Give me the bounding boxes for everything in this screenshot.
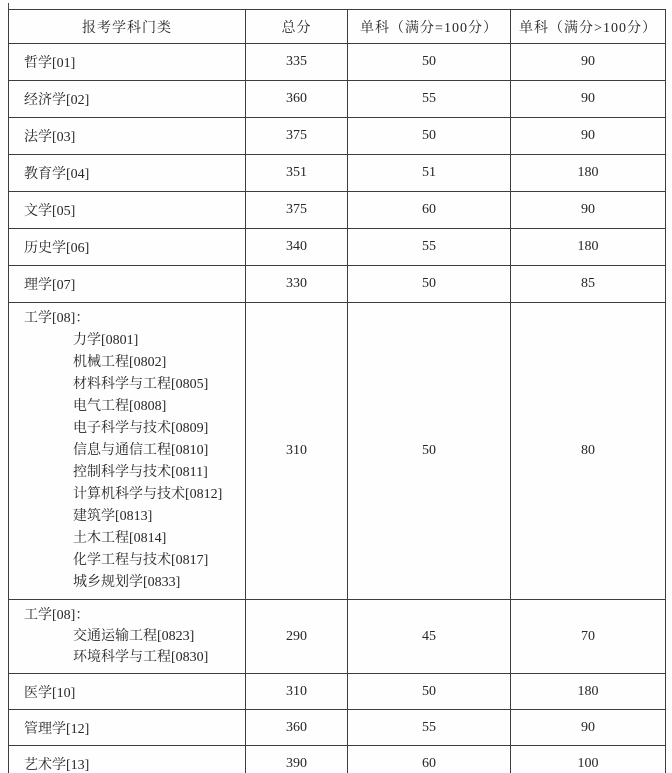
table-row bbox=[9, 746, 666, 773]
single-over100-cell: 90 bbox=[511, 192, 666, 229]
table-row-engineering-secondary bbox=[9, 600, 666, 674]
category-cell: 管理学[12] bbox=[9, 710, 246, 746]
table-row bbox=[9, 155, 666, 192]
single-over100-cell: 80 bbox=[511, 303, 666, 600]
total-score-cell: 351 bbox=[246, 155, 348, 192]
total-score-cell: 310 bbox=[246, 674, 348, 710]
sub-discipline: 材料科学与工程[0805] bbox=[73, 377, 209, 392]
single-max100-cell: 50 bbox=[348, 266, 511, 303]
single-max100-cell: 55 bbox=[348, 81, 511, 118]
category-cell: 法学[03] bbox=[9, 118, 246, 155]
single-max100-cell: 50 bbox=[348, 303, 511, 600]
sub-discipline: 力学[0801] bbox=[73, 333, 139, 348]
column-header-single-max100: 单科（满分=100分） bbox=[348, 10, 511, 44]
single-over100-cell: 180 bbox=[511, 674, 666, 710]
column-header-total: 总分 bbox=[246, 10, 348, 44]
table-header-row bbox=[9, 10, 666, 44]
sub-discipline: 交通运输工程[0823] bbox=[73, 629, 195, 644]
total-score-cell: 360 bbox=[246, 710, 348, 746]
column-header-category: 报考学科门类 bbox=[9, 10, 246, 44]
table-row-engineering-main bbox=[9, 303, 666, 600]
single-max100-cell: 60 bbox=[348, 192, 511, 229]
single-over100-cell: 180 bbox=[511, 229, 666, 266]
sub-discipline: 化学工程与技术[0817] bbox=[73, 553, 209, 568]
category-cell bbox=[9, 600, 246, 674]
score-line-table bbox=[8, 9, 666, 773]
category-cell: 经济学[02] bbox=[9, 81, 246, 118]
single-over100-cell: 70 bbox=[511, 600, 666, 674]
table-row bbox=[9, 229, 666, 266]
category-label: 工学[08]： bbox=[24, 608, 90, 623]
table-row bbox=[9, 192, 666, 229]
sub-discipline: 城乡规划学[0833] bbox=[73, 575, 181, 590]
single-max100-cell: 60 bbox=[348, 746, 511, 773]
single-max100-cell: 51 bbox=[348, 155, 511, 192]
category-cell: 哲学[01] bbox=[9, 44, 246, 81]
single-max100-cell: 45 bbox=[348, 600, 511, 674]
category-cell: 艺术学[13] bbox=[9, 746, 246, 773]
sub-discipline: 土木工程[0814] bbox=[73, 531, 167, 546]
table-row bbox=[9, 118, 666, 155]
category-cell: 文学[05] bbox=[9, 192, 246, 229]
sub-discipline: 建筑学[0813] bbox=[73, 509, 153, 524]
category-cell: 理学[07] bbox=[9, 266, 246, 303]
sub-discipline: 信息与通信工程[0810] bbox=[73, 443, 209, 458]
sub-discipline: 机械工程[0802] bbox=[73, 355, 167, 370]
single-max100-cell: 50 bbox=[348, 118, 511, 155]
category-cell: 教育学[04] bbox=[9, 155, 246, 192]
total-score-cell: 335 bbox=[246, 44, 348, 81]
single-over100-cell: 180 bbox=[511, 155, 666, 192]
total-score-cell: 360 bbox=[246, 81, 348, 118]
category-label: 工学[08]： bbox=[24, 311, 90, 326]
category-cell: 历史学[06] bbox=[9, 229, 246, 266]
table-row bbox=[9, 44, 666, 81]
table-row bbox=[9, 266, 666, 303]
total-score-cell: 330 bbox=[246, 266, 348, 303]
table-row bbox=[9, 710, 666, 746]
single-max100-cell: 50 bbox=[348, 44, 511, 81]
total-score-cell: 290 bbox=[246, 600, 348, 674]
total-score-cell: 375 bbox=[246, 192, 348, 229]
single-over100-cell: 90 bbox=[511, 710, 666, 746]
single-max100-cell: 50 bbox=[348, 674, 511, 710]
category-cell: 医学[10] bbox=[9, 674, 246, 710]
sub-discipline: 控制科学与技术[0811] bbox=[73, 465, 208, 480]
category-cell bbox=[9, 303, 246, 600]
single-over100-cell: 100 bbox=[511, 746, 666, 773]
single-over100-cell: 90 bbox=[511, 118, 666, 155]
sub-discipline: 环境科学与工程[0830] bbox=[73, 650, 209, 665]
single-over100-cell: 90 bbox=[511, 81, 666, 118]
total-score-cell: 375 bbox=[246, 118, 348, 155]
single-over100-cell: 90 bbox=[511, 44, 666, 81]
table-row bbox=[9, 81, 666, 118]
column-header-single-over100: 单科（满分>100分） bbox=[511, 10, 666, 44]
sub-discipline: 电子科学与技术[0809] bbox=[73, 421, 209, 436]
total-score-cell: 340 bbox=[246, 229, 348, 266]
sub-discipline: 计算机科学与技术[0812] bbox=[73, 487, 223, 502]
single-max100-cell: 55 bbox=[348, 229, 511, 266]
sub-discipline: 电气工程[0808] bbox=[73, 399, 167, 414]
single-over100-cell: 85 bbox=[511, 266, 666, 303]
single-max100-cell: 55 bbox=[348, 710, 511, 746]
table-row bbox=[9, 674, 666, 710]
total-score-cell: 390 bbox=[246, 746, 348, 773]
total-score-cell: 310 bbox=[246, 303, 348, 600]
